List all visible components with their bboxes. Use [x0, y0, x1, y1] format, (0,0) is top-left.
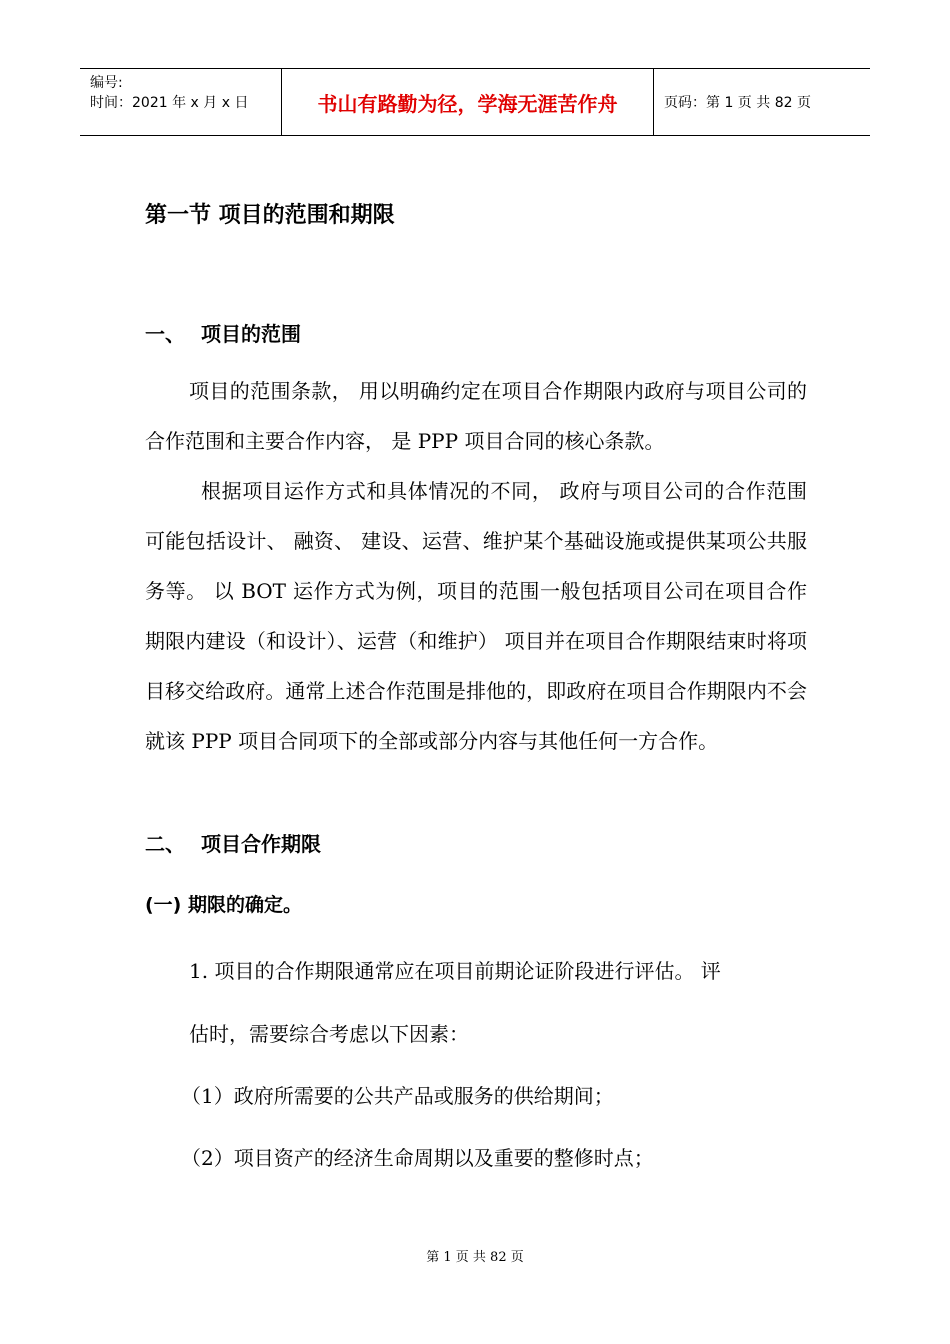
- header-motto: 书山有路勤为径，学海无涯苦作舟: [282, 69, 654, 135]
- heading-term: [145, 828, 321, 857]
- paragraph-scope-2: 根据项目运作方式和具体情况的不同， 政府与项目公司的合作范围可能包括设计、 融资、 建设、运营、维护某个基础设施或提供某项公共服务等。 以 BOT 运作方式为例，项目的范围一般包括项目公司在项目合作期限内建设（和设计）、运营（和维护） 项目并在项目合作期限结束时将项目移交给政府。通常上述合作范围是排他的，即政府在项目合作期限内不会就该 PPP 项目合同项下的全部或部分内容与其他任何一方合作。: [145, 479, 807, 753]
- heading-text: 项目的范围: [201, 322, 301, 346]
- header-meta: [80, 69, 282, 135]
- subheading-term-determination: (一) 期限的确定。: [145, 894, 302, 916]
- section-title: 第一节 项目的范围和期限: [145, 203, 395, 228]
- page-footer: 第 1 页 共 82 页: [426, 1250, 524, 1265]
- list-item-1-line-1: 1. 项目的合作期限通常应在项目前期论证阶段进行评估。 评: [189, 959, 721, 983]
- factor-1: （1）政府所需要的公共产品或服务的供给期间；: [181, 1084, 614, 1108]
- heading-scope: [145, 318, 301, 347]
- heading-number: 一、: [145, 322, 185, 346]
- factor-2: （2）项目资产的经济生命周期以及重要的整修时点；: [181, 1146, 654, 1170]
- list-item-1-line-2: 估时，需要综合考虑以下因素：: [189, 1022, 469, 1046]
- header-page-label: 页码：第 1 页 共 82 页: [664, 95, 811, 111]
- heading-number: 二、: [145, 832, 185, 856]
- heading-text: 项目合作期限: [201, 832, 321, 856]
- code-label: 编号:: [90, 75, 123, 91]
- paragraph-scope-1: 项目的范围条款， 用以明确约定在项目合作期限内政府与项目公司的合作范围和主要合作内容， 是 PPP 项目合同的核心条款。: [145, 379, 807, 453]
- document-header: [80, 68, 870, 136]
- time-label: 时间：2021 年 x 月 x 日: [90, 95, 249, 111]
